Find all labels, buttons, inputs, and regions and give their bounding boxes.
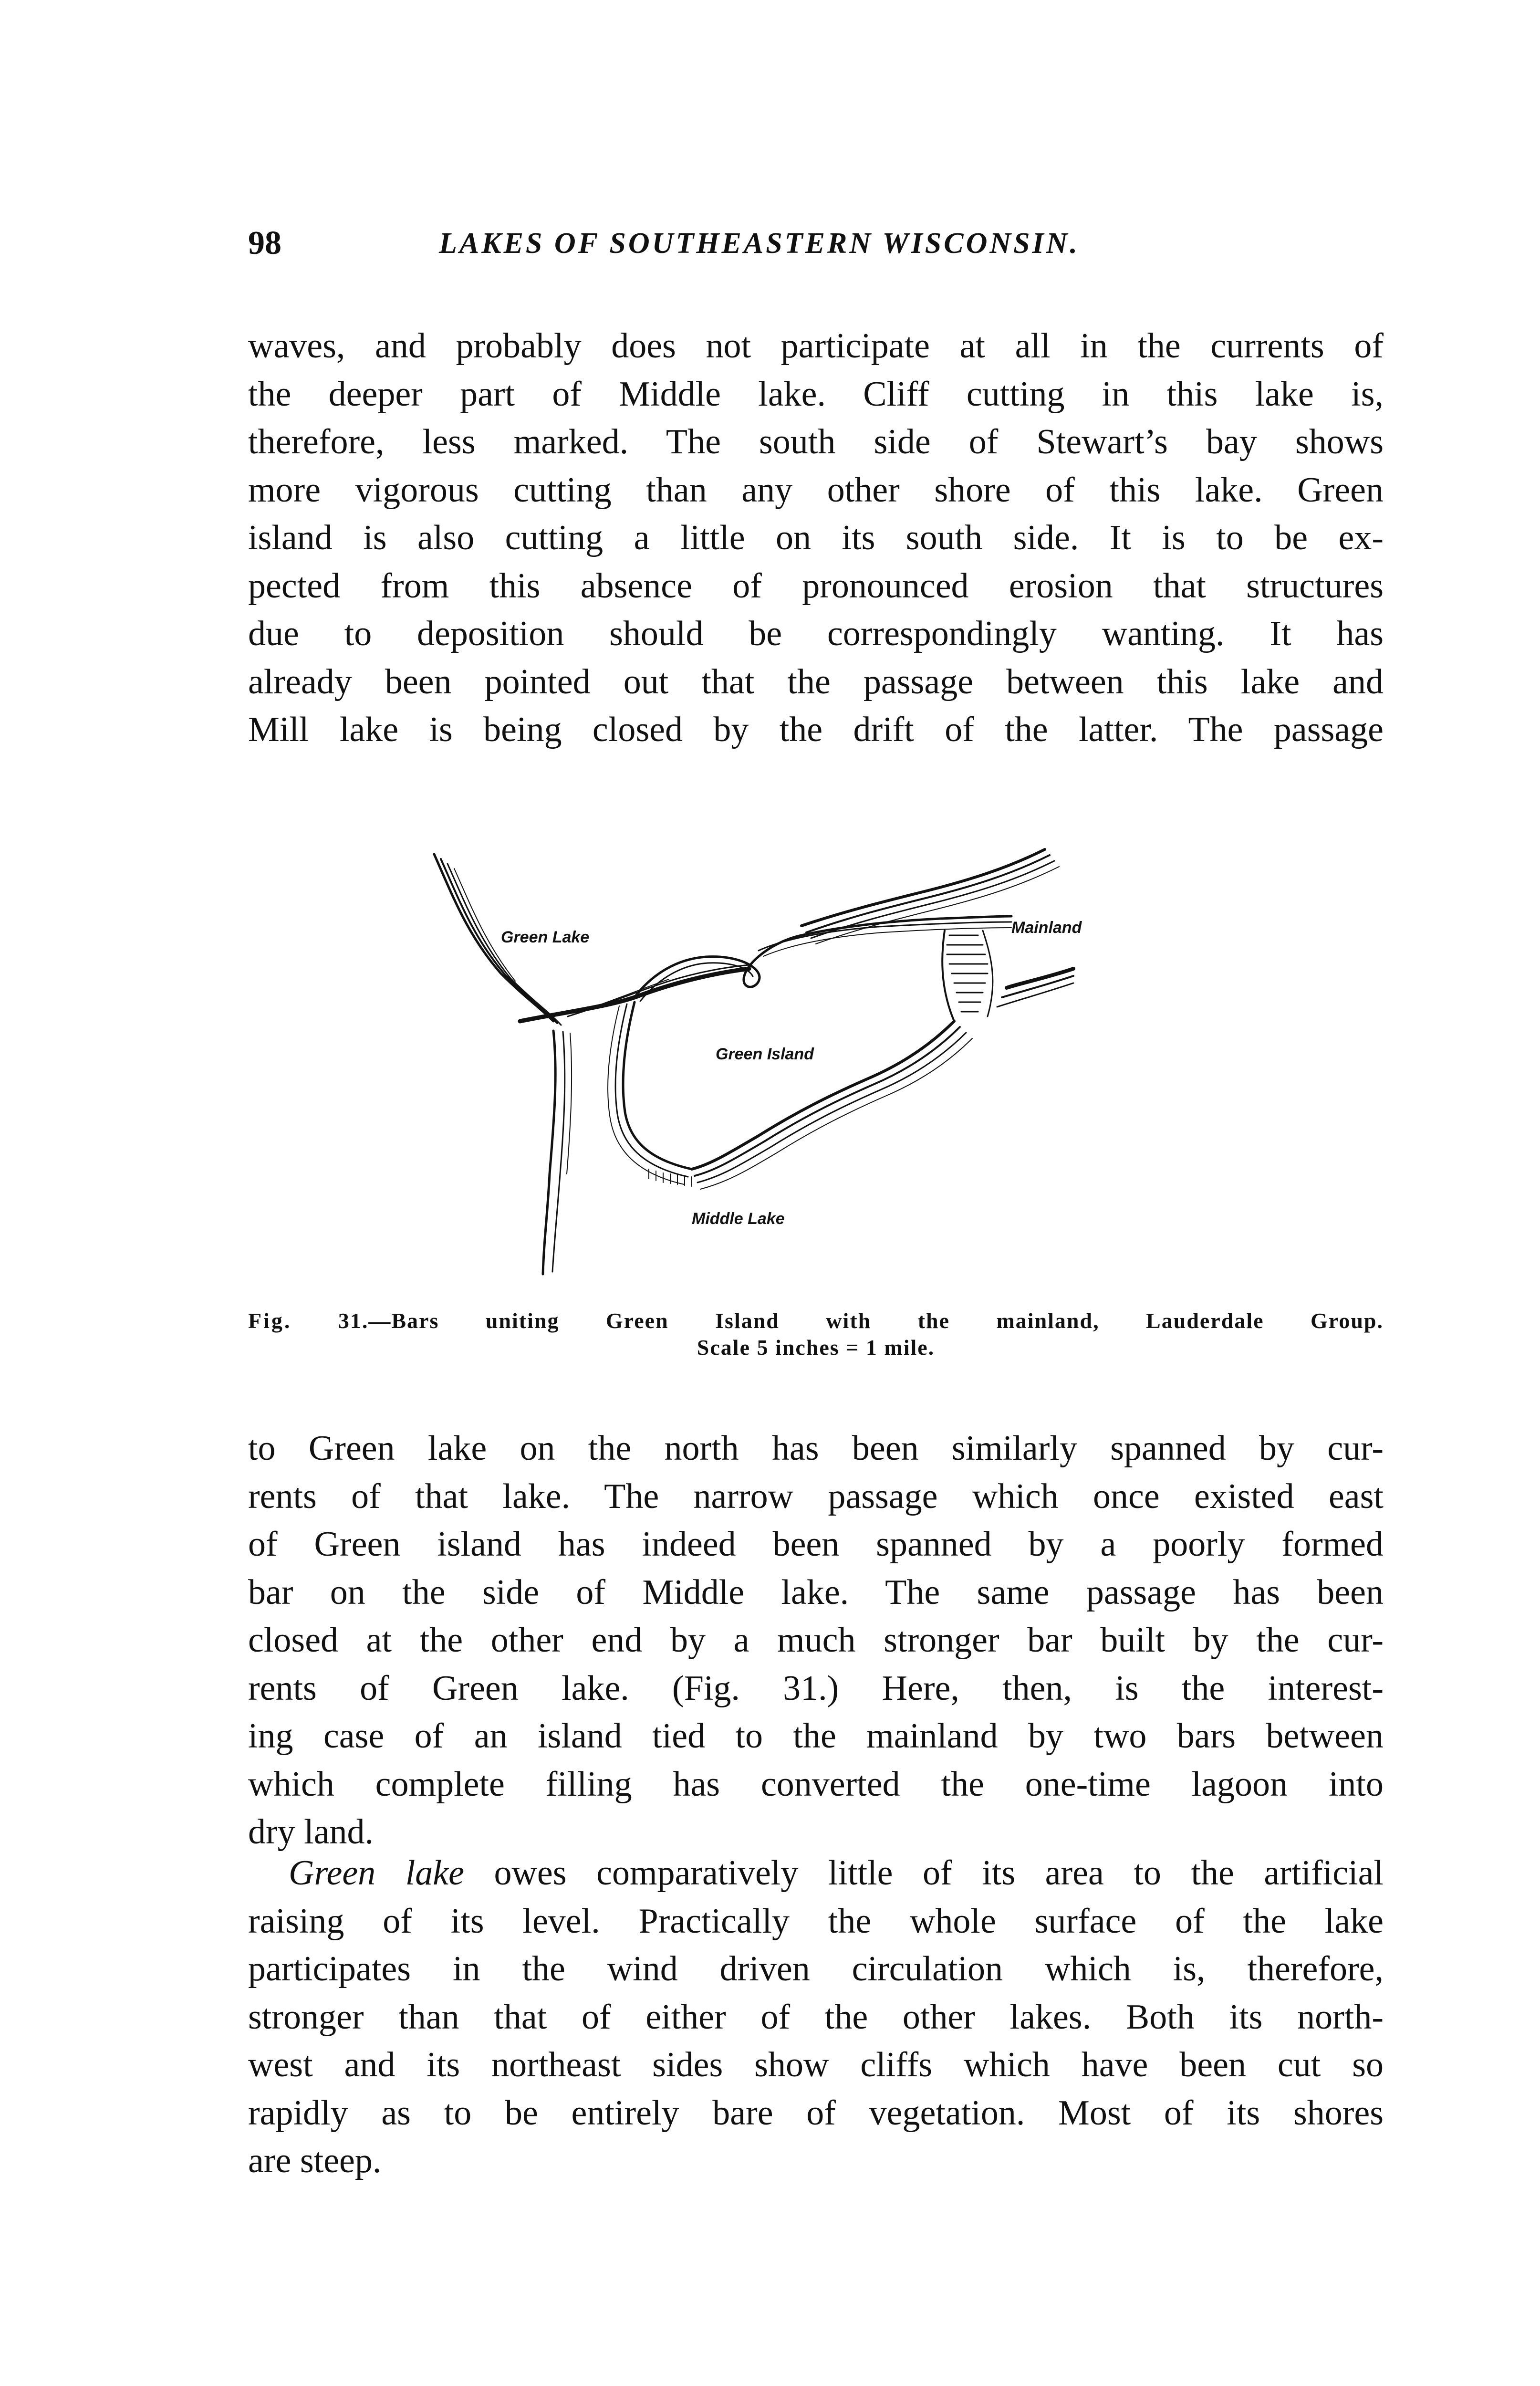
text-line: bar on the side of Middle lake. The same passage has been — [248, 1572, 1384, 1612]
label-green-lake: Green Lake — [501, 928, 590, 946]
figure-31-map — [425, 840, 1188, 1298]
text-line: closed at the other end by a much stronger bar built by the cur- — [248, 1621, 1384, 1660]
paragraph-2 — [248, 1424, 1384, 1856]
label-mainland: Mainland — [1011, 919, 1082, 937]
text-line: rents of Green lake. (Fig. 31.) Here, then, is the interest- — [248, 1668, 1384, 1708]
text-line-first — [248, 1849, 1384, 1897]
page-header — [248, 220, 1384, 277]
text-line: therefore, less marked. The south side of Stewart’s bay shows — [248, 422, 1384, 461]
page-number: 98 — [248, 225, 281, 262]
island-north-shore — [635, 916, 1011, 1001]
first-line-rest: owes comparatively little of its area to the artificial — [464, 1853, 1384, 1893]
text-line: west and its northeast sides show cliffs which have been cut so — [248, 2045, 1384, 2084]
text-line: stronger than that of either of the other lakes. Both its north- — [248, 1997, 1384, 2037]
text-line: Mill lake is being closed by the drift of the latter. The passage — [248, 710, 1384, 749]
italic-lead: Green lake — [289, 1853, 464, 1893]
paragraph-3 — [248, 1849, 1384, 2185]
text-line: pected from this absence of pronounced erosion that structures — [248, 566, 1384, 606]
caption-prefix: Fig. — [248, 1308, 292, 1333]
north-bar — [520, 965, 749, 1021]
text-line: rents of that lake. The narrow passage which once existed east — [248, 1476, 1384, 1516]
text-line: waves, and probably does not participate at all in the currents of — [248, 326, 1384, 366]
text-line: rapidly as to be entirely bare of vegetation. Most of its shores — [248, 2093, 1384, 2133]
text-line: more vigorous cutting than any other shore of this lake. Green — [248, 470, 1384, 510]
text-line: to Green lake on the north has been similarly spanned by cur- — [248, 1429, 1384, 1468]
text-line: raising of its level. Practically the whole surface of the lake — [248, 1901, 1384, 1941]
label-green-island: Green Island — [716, 1045, 814, 1063]
caption-line-1 — [248, 1308, 1384, 1334]
island-west-shore — [608, 1002, 692, 1184]
text-line: the deeper part of Middle lake. Cliff cutting in this lake is, — [248, 374, 1384, 414]
island-map-drawing — [425, 840, 1188, 1298]
text-line: dry land. — [248, 1812, 374, 1852]
text-line: participates in the wind driven circulation which is, therefore, — [248, 1949, 1384, 1988]
caption-line-2: Scale 5 inches = 1 mile. — [697, 1335, 935, 1360]
running-title: LAKES OF SOUTHEASTERN WISCONSIN. — [439, 227, 1080, 260]
mainland-south-shore — [997, 969, 1073, 1007]
east-bar-hatching — [942, 931, 993, 1021]
paragraph-1 — [248, 322, 1384, 754]
text-line: of Green island has indeed been spanned by a poorly formed — [248, 1525, 1384, 1564]
label-middle-lake: Middle Lake — [692, 1210, 785, 1228]
text-line: which complete filling has converted the one-time lagoon into — [248, 1764, 1384, 1804]
text-line: island is also cutting a little on its south side. It is to be ex- — [248, 518, 1384, 557]
figure-caption — [248, 1308, 1384, 1361]
text-line: are steep. — [248, 2141, 382, 2180]
middle-lake-west-shore — [543, 1031, 572, 1274]
text-line: ing case of an island tied to the mainland by two bars between — [248, 1716, 1384, 1756]
caption-text: 31.—Bars uniting Green Island with the mainland, Lauderdale Group. — [338, 1308, 1384, 1333]
text-line: due to deposition should be correspondingly wanting. It has — [248, 614, 1384, 653]
text-line: already been pointed out that the passage between this lake and — [248, 662, 1384, 701]
